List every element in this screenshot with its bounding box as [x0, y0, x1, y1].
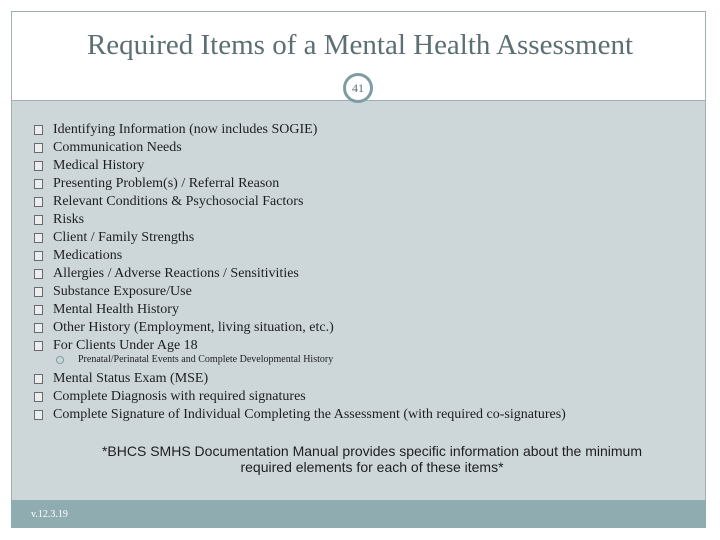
list-item	[34, 265, 334, 283]
list-item	[34, 121, 334, 139]
list-item	[34, 139, 334, 157]
list-item	[34, 283, 334, 301]
list-item-label: Substance Exposure/Use	[53, 284, 192, 299]
checkbox-bullet-icon	[34, 143, 43, 153]
list-item	[34, 229, 334, 247]
checkbox-bullet-icon	[34, 305, 43, 315]
list-item	[34, 247, 334, 265]
slide-title: Required Items of a Mental Health Assessment	[86, 29, 634, 61]
list-item-label: Communication Needs	[53, 140, 182, 155]
checkbox-bullet-icon	[34, 251, 43, 261]
checkbox-bullet-icon	[34, 410, 43, 420]
required-items-list	[34, 121, 334, 355]
list-item	[34, 157, 334, 175]
list-item	[34, 175, 334, 193]
sub-list-item-label: Prenatal/Perinatal Events and Complete Developmental History	[78, 354, 334, 365]
footnote	[58, 443, 686, 475]
list-item-label: Mental Health History	[53, 302, 179, 317]
checkbox-bullet-icon	[34, 374, 43, 384]
checkbox-bullet-icon	[34, 197, 43, 207]
checkbox-bullet-icon	[34, 179, 43, 189]
list-item-label: Complete Diagnosis with required signatures	[53, 389, 306, 404]
list-item-label: Client / Family Strengths	[53, 230, 195, 245]
checkbox-bullet-icon	[34, 161, 43, 171]
list-item-label: Mental Status Exam (MSE)	[53, 371, 209, 386]
list-item	[34, 319, 334, 337]
list-item	[34, 193, 334, 211]
list-item-label: Allergies / Adverse Reactions / Sensitivities	[53, 266, 299, 281]
list-item-label: Other History (Employment, living situation, etc.)	[53, 320, 334, 335]
required-items-list-continued	[34, 370, 566, 424]
list-item	[34, 211, 334, 229]
ring-bullet-icon	[56, 356, 64, 364]
page-number-badge: 41	[343, 73, 373, 103]
list-item-label: Presenting Problem(s) / Referral Reason	[53, 176, 280, 191]
checkbox-bullet-icon	[34, 269, 43, 279]
list-item-label: Medications	[53, 248, 123, 263]
version-label: v.12.3.19	[31, 509, 68, 520]
list-item-label: Risks	[53, 212, 85, 227]
list-item-label: Complete Signature of Individual Completing the Assessment (with required co-signatures)	[53, 407, 566, 422]
list-item	[34, 337, 334, 355]
checkbox-bullet-icon	[34, 341, 43, 351]
footnote-line: required elements for each of these items*	[240, 459, 504, 475]
list-item	[34, 301, 334, 319]
list-item-label: Relevant Conditions & Psychosocial Factors	[53, 194, 304, 209]
list-item-label: For Clients Under Age 18	[53, 338, 198, 353]
list-item	[34, 370, 566, 388]
checkbox-bullet-icon	[34, 215, 43, 225]
list-item-label: Identifying Information (now includes SOGIE)	[53, 122, 318, 137]
footnote-line: *BHCS SMHS Documentation Manual provides specific information about the minimum	[101, 443, 642, 459]
list-item-label: Medical History	[53, 158, 145, 173]
checkbox-bullet-icon	[34, 233, 43, 243]
list-item	[34, 406, 566, 424]
list-item	[34, 388, 566, 406]
checkbox-bullet-icon	[34, 287, 43, 297]
sub-list-item	[56, 354, 333, 365]
checkbox-bullet-icon	[34, 125, 43, 135]
checkbox-bullet-icon	[34, 323, 43, 333]
checkbox-bullet-icon	[34, 392, 43, 402]
